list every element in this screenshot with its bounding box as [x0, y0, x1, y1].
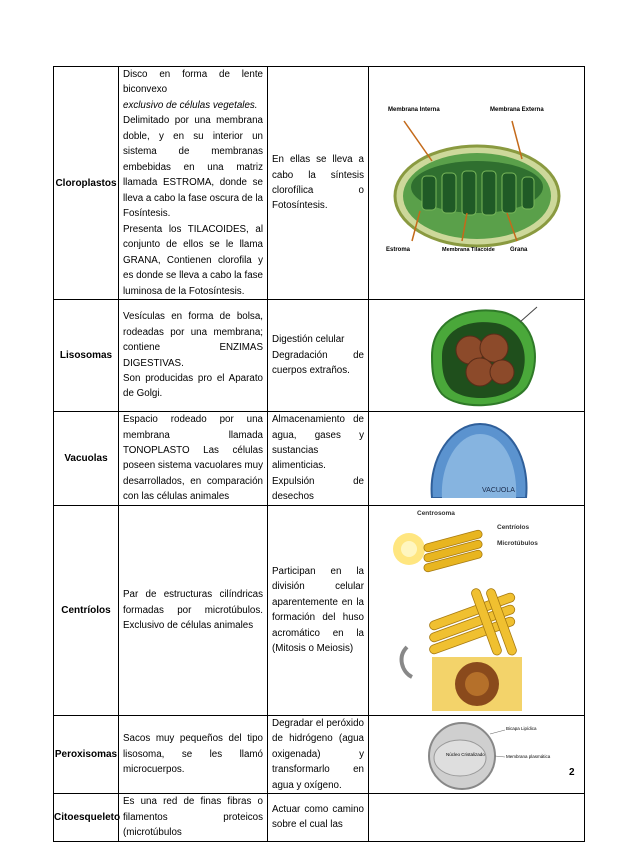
label-tilacoide: Membrana Tilacoide	[441, 246, 495, 253]
label-bicapa: Bicapa Lipídica	[505, 725, 537, 731]
lysosome-illustration	[369, 300, 585, 412]
organelle-function: Digestión celular Degradación de cuerpos extraños.	[268, 300, 369, 412]
label-membrana-interna: Membrana Interna	[387, 106, 440, 113]
organelle-table	[53, 66, 585, 842]
label-membrana-externa: Membrana Externa	[489, 106, 544, 113]
organelle-name: Vacuolas	[54, 412, 119, 506]
label-microtubulos: Microtúbulos	[496, 540, 538, 548]
label-centriolos: Centríolos	[496, 524, 529, 532]
table-row	[54, 300, 585, 412]
peroxisome-illustration	[369, 715, 585, 793]
organelle-name: Cloroplastos	[54, 67, 119, 300]
organelle-name: Peroxisomas	[54, 715, 119, 793]
centriole-illustration	[369, 505, 585, 715]
label-estroma: Estroma	[385, 246, 410, 253]
table-row	[54, 412, 585, 506]
organelle-function: En ellas se lleva a cabo la síntesis clorofílica o Fotosíntesis.	[268, 67, 369, 300]
organelle-description: Espacio rodeado por una membrana llamada TONOPLASTO Las células poseen sistema vacuolares muy desarrollados, en comparación con las células animales	[119, 412, 268, 506]
label-membrana: Membrana plasmática	[505, 753, 550, 759]
organelle-name: Centríolos	[54, 505, 119, 715]
table-row	[54, 505, 585, 715]
table-row	[54, 67, 585, 300]
table-row	[54, 794, 585, 841]
organelle-description: Vesículas en forma de bolsa, rodeadas por una membrana; contiene ENZIMAS DIGESTIVAS. Son producidas pro el Aparato de Golgi.	[119, 300, 268, 412]
cytoskeleton-image-cell	[369, 794, 585, 841]
label-vacuola: VACUOLA	[481, 487, 515, 495]
chloroplast-illustration	[369, 67, 585, 300]
organelle-description: Par de estructuras cilíndricas formadas por microtúbulos. Exclusivo de células animales	[119, 505, 268, 715]
label-grana: Grana	[509, 246, 527, 253]
organelle-description: Disco en forma de lente biconvexo exclusivo de células vegetales. Delimitado por una membrana doble, y en su interior un sistema de membranas embebidas en una matriz llamada ESTROMA, donde se lleva a cabo la fase oscura de la Fosíntesis. Presenta los TILACOIDES, al conjunto de ellos se le llama GRANA, Contienen clorofila y es donde se lleva a cabo la fase luminosa de la Fotosíntesis.	[119, 67, 268, 300]
table-row	[54, 715, 585, 793]
organelle-function: Actuar como camino sobre el cual las	[268, 794, 369, 841]
organelle-description: Sacos muy pequeños del tipo lisosoma, se les llamó microcuerpos.	[119, 715, 268, 793]
organelle-name: Citoesqueleto	[54, 794, 119, 841]
vacuole-illustration	[369, 412, 585, 506]
organelle-name: Lisosomas	[54, 300, 119, 412]
page-number: 2	[569, 767, 575, 778]
label-nucleo: Núcleo Cristalizado	[445, 751, 485, 757]
organelle-function: Degradar el peróxido de hidrógeno (agua oxigenada) y transformarlo en agua y oxígeno.	[268, 715, 369, 793]
organelle-function: Almacenamiento de agua, gases y sustancias alimenticias. Expulsión de desechos	[268, 412, 369, 506]
organelle-description: Es una red de finas fibras o filamentos proteicos (microtúbulos	[119, 794, 268, 841]
label-centrosoma: Centrosoma	[416, 510, 455, 518]
organelle-function: Participan en la división celular aparentemente en la formación del huso acromático en la (Mitosis o Meiosis)	[268, 505, 369, 715]
